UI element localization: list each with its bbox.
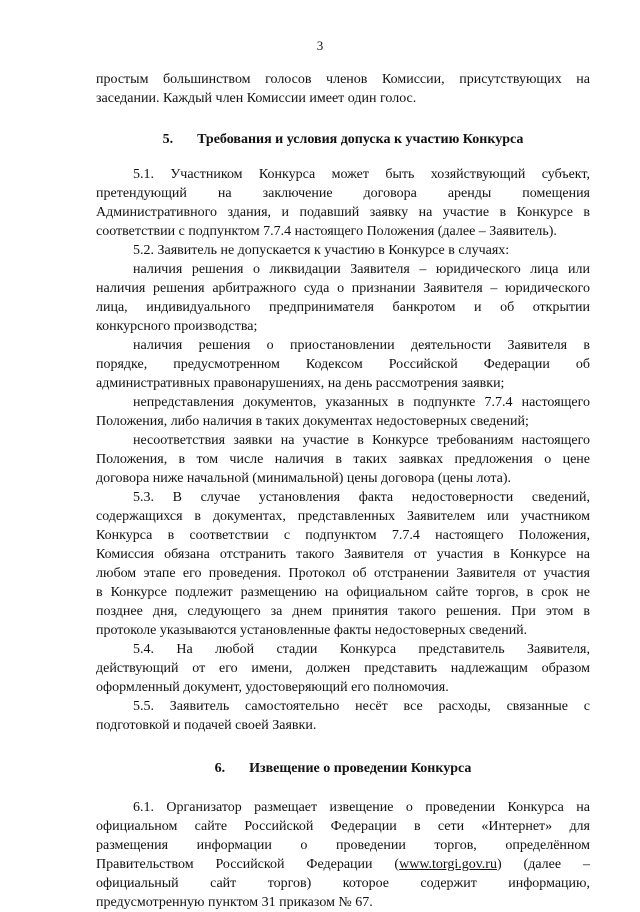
text-line: 5.5. Заявитель самостоятельно несёт все расходы, связанные с [133, 699, 590, 714]
text-line: подготовкой и подачей своей Заявки. [96, 718, 317, 733]
text-line: содержащихся в документах, представленных Заявителем или участником [96, 509, 590, 524]
text-line-with-link [96, 855, 590, 874]
text-line: несоответствия заявки на участие в Конкурсе требованиям настоящего [133, 433, 590, 448]
exclusion-case-1 [96, 260, 590, 336]
text-line: Конкурса в соответствии с подпунктом 7.7.4 настоящего Положения, [96, 528, 590, 543]
page-number: 3 [316, 38, 324, 53]
text-line: любом этапе его проведения. Протокол об отстранении Заявителя от участия [96, 566, 590, 581]
text-line: Административного здания, и подавший заявку на участие в Конкурсе в [96, 205, 590, 220]
text-line: Положения, либо наличия в таких документах недостоверных сведений; [96, 414, 529, 429]
text-line: предусмотренную пунктом 31 приказом № 67. [96, 895, 373, 910]
text-line: 5.4. На любой стадии Конкурса представитель Заявителя, [133, 642, 590, 657]
text-line: договора ниже начальной (минимальной) цены договора (цены лота). [96, 471, 512, 486]
text-fragment: Правительством Российской Федерации ( [96, 857, 400, 872]
paragraph-5-4 [96, 640, 590, 697]
text-line: 6.1. Организатор размещает извещение о проведении Конкурса на [133, 800, 590, 815]
text-line: наличия решения о ликвидации Заявителя – юридического лица или [133, 262, 590, 277]
paragraph-5-5 [96, 697, 590, 735]
text-line: Положения, в том числе наличия в таких заявках предложения о цене [96, 452, 590, 467]
text-line: наличия решения арбитражного суда о признании Заявителя – юридического [96, 281, 590, 296]
paragraph-5-3 [96, 488, 590, 640]
text-line: конкурсного производства; [96, 319, 258, 334]
text-line: претендующий на заключение договора аренды помещения [96, 186, 590, 201]
text-fragment: ) (далее – [496, 857, 590, 872]
section-number: 5. [162, 132, 174, 147]
text-line: лица, индивидуального предпринимателя банкротом и об открытии [96, 300, 590, 315]
text-line: протоколе указываются установленные факты недостоверных сведений. [96, 623, 528, 638]
exclusion-case-2 [96, 336, 590, 393]
paragraph-5-2: 5.2. Заявитель не допускается к участию в Конкурсе в случаях: [133, 243, 510, 258]
text-line: действующий от его имени, должен представить надлежащим образом [96, 661, 590, 676]
text-line: в Конкурсе подлежит размещению на официальном сайте торгов, в срок не [96, 585, 590, 600]
section-number: 6. [214, 761, 226, 776]
text-line: наличия решения о приостановлении деятельности Заявителя в [133, 338, 590, 353]
section-title: Требования и условия допуска к участию Конкурса [197, 132, 524, 147]
exclusion-case-4 [96, 431, 590, 488]
text-line: размещения информации о проведении торгов, определённом [96, 838, 590, 853]
section-heading-6 [96, 759, 590, 778]
text-line: позднее дня, следующего за днем принятия такого решения. При этом в [96, 604, 590, 619]
document-body [96, 70, 590, 912]
text-line: официальном сайте Российской Федерации в сети «Интернет» для [96, 819, 590, 834]
text-line: 5.3. В случае установления факта недостоверности сведений, [133, 490, 590, 505]
text-line: официальный сайт торгов) которое содержит информацию, [96, 876, 590, 891]
section-heading-5 [96, 130, 590, 149]
exclusion-case-3 [96, 393, 590, 431]
paragraph-5-1 [96, 165, 590, 241]
text-line: соответствии с подпунктом 7.7.4 настоящего Положения (далее – Заявитель). [96, 224, 557, 239]
section-title: Извещение о проведении Конкурса [249, 761, 472, 776]
torgi-link[interactable]: www.torgi.gov.ru [399, 857, 497, 872]
text-line: 5.1. Участником Конкурса может быть хозяйствующий субъект, [133, 167, 590, 182]
text-line: заседании. Каждый член Комиссии имеет один голос. [96, 91, 417, 106]
paragraph-6-1 [96, 798, 590, 912]
text-line: оформленный документ, удостоверяющий его полномочия. [96, 680, 449, 695]
text-line: непредставления документов, указанных в подпункте 7.7.4 настоящего [133, 395, 590, 410]
text-line: простым большинством голосов членов Комиссии, присутствующих на [96, 72, 590, 87]
text-line: порядке, предусмотренном Кодексом Российской Федерации об [96, 357, 590, 372]
text-line: Комиссия обязана отстранить такого Заявителя от участия в Конкурсе на [96, 547, 590, 562]
text-line: административных правонарушениях, на день рассмотрения заявки; [96, 376, 505, 391]
